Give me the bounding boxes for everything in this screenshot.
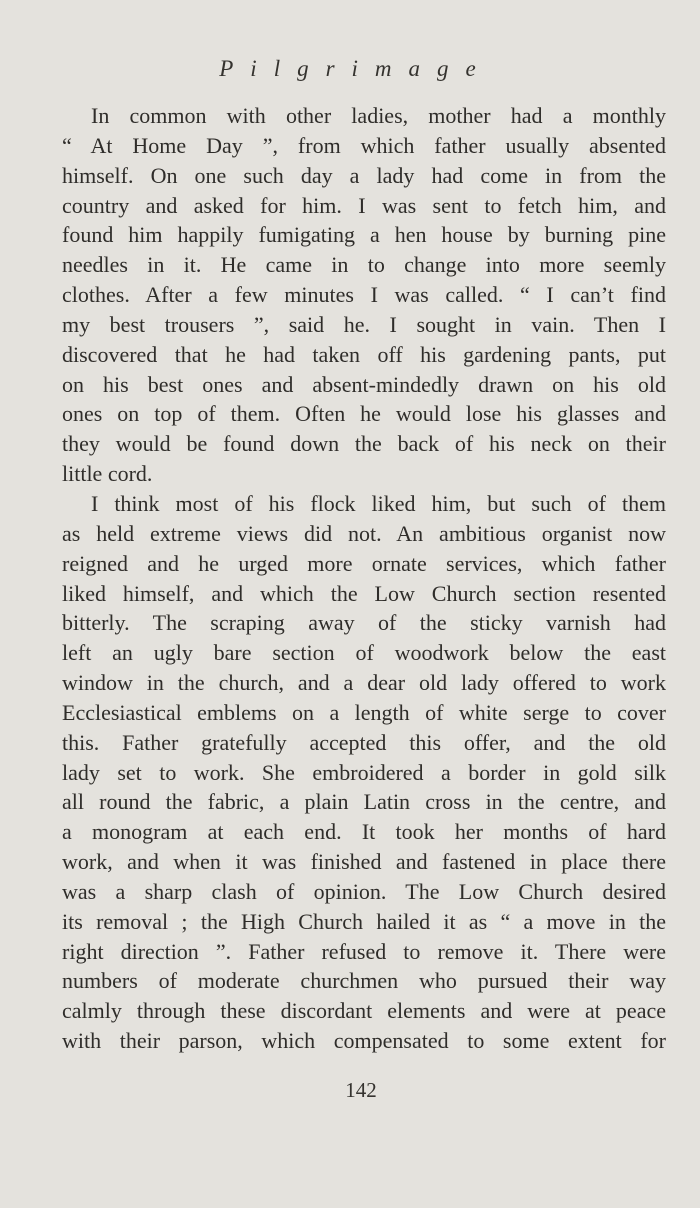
text-line: window in the church, and a dear old lady offered to work [62, 670, 666, 696]
running-head: Pilgrimage [219, 56, 493, 81]
text-line: was a sharp clash of opinion. The Low Church desired [62, 878, 666, 904]
text-line: as held extreme views did not. An ambitious organist now [62, 520, 666, 546]
text-line: my best trousers ”, said he. I sought in vain. Then I [62, 311, 666, 337]
text-line: bitterly. The scraping away of the sticky varnish had [62, 610, 666, 636]
text-line: left an ugly bare section of woodwork below the east [62, 640, 666, 666]
text-line: numbers of moderate churchmen who pursued their way [62, 968, 666, 994]
text-line: work, and when it was finished and fastened in place there [62, 849, 666, 875]
text-line: on his best ones and absent-mindedly drawn on his old [62, 371, 666, 397]
text-line: needles in it. He came in to change into more seemly [62, 252, 666, 278]
text-line: little cord. [62, 461, 153, 487]
page-number: 142 [345, 1078, 377, 1102]
text-line: “ At Home Day ”, from which father usually absented [62, 132, 666, 158]
text-line: clothes. After a few minutes I was called. “ I can’t find [62, 282, 666, 308]
text-line: they would be found down the back of his neck on their [62, 431, 666, 457]
text-line: I think most of his flock liked him, but such of them [91, 490, 666, 516]
text-line: calmly through these discordant elements and were at peace [62, 998, 666, 1024]
text-line: all round the fabric, a plain Latin cross in the centre, and [62, 789, 666, 815]
text-line: discovered that he had taken off his gardening pants, put [62, 341, 666, 367]
text-line: Ecclesiastical emblems on a length of white serge to cover [62, 699, 666, 725]
text-line: found him happily fumigating a hen house by burning pine [62, 222, 666, 248]
text-line: with their parson, which compensated to some extent for [62, 1028, 666, 1054]
text-line: himself. On one such day a lady had come in from the [62, 162, 666, 188]
text-line: its removal ; the High Church hailed it as “ a move in the [62, 908, 666, 934]
text-line: ones on top of them. Often he would lose his glasses and [62, 401, 666, 427]
text-line: lady set to work. She embroidered a border in gold silk [62, 759, 666, 785]
text-line: reigned and he urged more ornate services, which father [62, 550, 666, 576]
text-line: liked himself, and which the Low Church section resented [62, 580, 666, 606]
text-line: a monogram at each end. It took her months of hard [62, 819, 666, 845]
text-line: right direction ”. Father refused to remove it. There were [62, 938, 666, 964]
text-line: this. Father gratefully accepted this offer, and the old [62, 729, 666, 755]
text-line: In common with other ladies, mother had a monthly [91, 103, 666, 128]
text-line: country and asked for him. I was sent to fetch him, and [62, 192, 666, 218]
body-text [62, 101, 666, 1056]
